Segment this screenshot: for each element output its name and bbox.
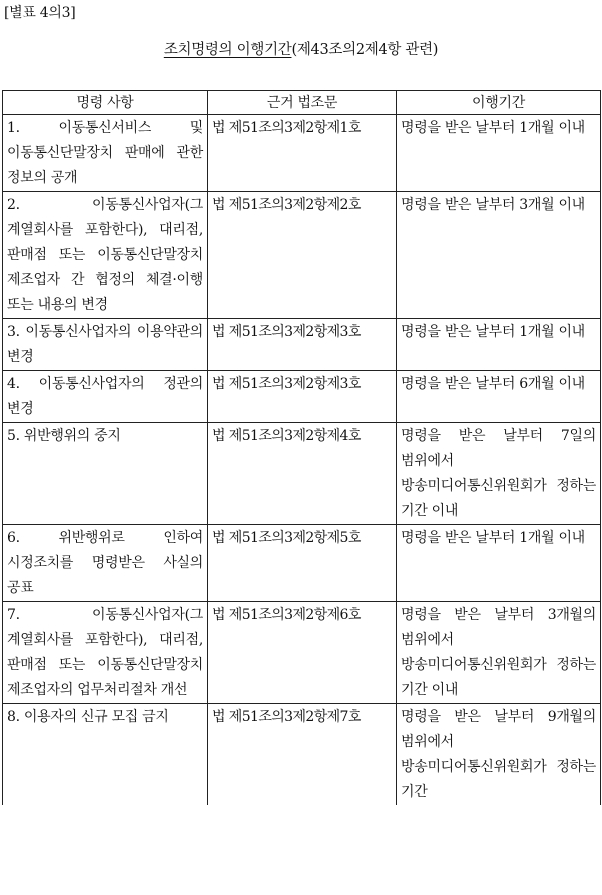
basis-cell: 법 제51조의3제2항제4호 [208, 423, 397, 525]
period-cell: 명령을 받은 날부터 9개월의 범위에서 방송미디어통신위원회가 정하는 기간 [397, 704, 601, 806]
basis-cell: 법 제51조의3제2항제5호 [208, 525, 397, 602]
table-row [3, 602, 601, 704]
table-row [3, 525, 601, 602]
order-cell: 6. 위반행위로 인하여 시정조치를 명령받은 사실의 공표 [3, 525, 208, 602]
basis-cell: 법 제51조의3제2항제1호 [208, 115, 397, 192]
order-cell: 2. 이동통신사업자(그 계열회사를 포함한다), 대리점, 판매점 또는 이동통신단말장치 제조업자 간 협정의 체결·이행 또는 내용의 변경 [3, 192, 208, 319]
header-period: 이행기간 [397, 91, 601, 115]
table-header-row [3, 91, 601, 115]
period-cell: 명령을 받은 날부터 3개월 이내 [397, 192, 601, 319]
header-order: 명령 사항 [3, 91, 208, 115]
period-cell: 명령을 받은 날부터 6개월 이내 [397, 371, 601, 423]
basis-cell: 법 제51조의3제2항제3호 [208, 371, 397, 423]
basis-cell: 법 제51조의3제2항제6호 [208, 602, 397, 704]
table-row [3, 423, 601, 525]
period-cell: 명령을 받은 날부터 7일의 범위에서 방송미디어통신위원회가 정하는 기간 이내 [397, 423, 601, 525]
basis-cell: 법 제51조의3제2항제7호 [208, 704, 397, 806]
title-main: 조치명령의 이행기간 [163, 42, 292, 58]
title-note: (제43조의2제4항 관련) [291, 42, 439, 58]
period-cell: 명령을 받은 날부터 1개월 이내 [397, 115, 601, 192]
order-cell: 1. 이동통신서비스 및 이동통신단말장치 판매에 관한 정보의 공개 [3, 115, 208, 192]
period-cell: 명령을 받은 날부터 1개월 이내 [397, 525, 601, 602]
table-row [3, 115, 601, 192]
annex-label: [별표 4의3] [4, 5, 76, 21]
order-cell: 8. 이용자의 신규 모집 금지 [3, 704, 208, 806]
table-row [3, 371, 601, 423]
header-basis: 근거 법조문 [208, 91, 397, 115]
basis-cell: 법 제51조의3제2항제3호 [208, 319, 397, 371]
order-cell: 5. 위반행위의 중지 [3, 423, 208, 525]
table-row [3, 704, 601, 806]
table-row [3, 319, 601, 371]
order-cell: 3. 이동통신사업자의 이용약관의 변경 [3, 319, 208, 371]
period-cell: 명령을 받은 날부터 3개월의 범위에서 방송미디어통신위원회가 정하는 기간 이내 [397, 602, 601, 704]
period-cell: 명령을 받은 날부터 1개월 이내 [397, 319, 601, 371]
order-cell: 7. 이동통신사업자(그 계열회사를 포함한다), 대리점, 판매점 또는 이동통신단말장치 제조업자의 업무처리절차 개선 [3, 602, 208, 704]
table-row [3, 192, 601, 319]
order-cell: 4. 이동통신사업자의 정관의 변경 [3, 371, 208, 423]
orders-table [2, 90, 601, 805]
document-title [0, 38, 602, 59]
basis-cell: 법 제51조의3제2항제2호 [208, 192, 397, 319]
